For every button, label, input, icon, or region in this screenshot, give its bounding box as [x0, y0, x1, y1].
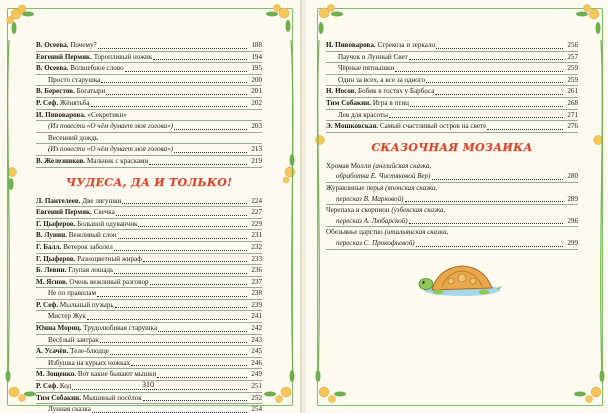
- toc-author: В. Осеева.: [36, 41, 69, 49]
- toc-entry: [326, 205, 578, 227]
- toc-author: И. Пивоварова.: [36, 110, 86, 119]
- toc-entry: [326, 110, 578, 122]
- toc-page-number: 227: [251, 208, 262, 217]
- toc-title: Просто старушка: [48, 75, 101, 84]
- toc-author: Г. Балл.: [36, 242, 62, 251]
- dot-leader: [487, 129, 563, 130]
- toc-note: (итальянская сказка,: [384, 228, 449, 237]
- dot-leader: [110, 354, 247, 355]
- toc-entry: [36, 300, 262, 312]
- toc-title: (Из повести «О чём думает моя голова»): [48, 145, 174, 154]
- toc-title: Теле-блюдце: [70, 347, 109, 356]
- toc-title: Паучок и Лунный Свет: [338, 52, 408, 61]
- dot-leader: [115, 307, 247, 308]
- toc-author: Б. Левин.: [36, 266, 67, 275]
- toc-title: Глупая лошадь: [68, 266, 114, 275]
- toc-title: Большой одуванчик: [77, 219, 138, 228]
- dot-leader: [389, 117, 563, 118]
- toc-page-number: 237: [251, 277, 262, 286]
- toc-page-number: 219: [251, 156, 262, 165]
- toc-author: Евгений Пермяк.: [36, 208, 92, 217]
- toc-title: Мыльный пузырь: [59, 300, 114, 309]
- toc-author: Тим Собакин.: [36, 393, 82, 402]
- dot-leader: [150, 284, 247, 285]
- toc-entry: [36, 196, 262, 208]
- toc-title: Вежливый слон: [68, 231, 117, 240]
- toc-page-number: 246: [251, 358, 262, 367]
- toc-entry: [326, 86, 578, 98]
- toc-entry: [36, 40, 262, 52]
- toc-title: (Из повести «О чём думает моя голова»): [48, 122, 174, 131]
- toc-page-number: 241: [251, 312, 262, 321]
- toc-note: пересказ А. Любарской): [336, 216, 408, 225]
- toc-note: (узбекская сказка,: [391, 206, 446, 215]
- dot-leader: [149, 164, 247, 165]
- toc-page-number: 232: [251, 242, 262, 251]
- dot-leader: [106, 94, 247, 95]
- toc-title: Один за всех, а все за одного: [338, 75, 426, 84]
- toc-page-number: 257: [567, 52, 578, 61]
- toc-entry: [326, 183, 578, 205]
- toc-author: Тим Собакин.: [326, 98, 372, 107]
- toc-entry: [326, 98, 578, 110]
- dot-leader: [435, 94, 563, 95]
- toc-title: Две лягушки: [82, 196, 122, 205]
- dot-leader: [426, 82, 563, 83]
- dot-leader: [118, 238, 247, 239]
- toc-page-number: 252: [251, 393, 262, 402]
- toc-entry: [36, 110, 262, 122]
- toc-page-number: 200: [251, 75, 262, 84]
- toc-title: Мистер Жук: [48, 312, 86, 321]
- toc-title: Вот какие бывают мышки: [77, 370, 157, 379]
- toc-entry: [36, 288, 262, 300]
- toc-page-number: 243: [251, 335, 262, 344]
- toc-page-number: 238: [251, 289, 262, 298]
- toc-page-number: 268: [567, 98, 578, 107]
- toc-page-number: 202: [251, 98, 262, 107]
- toc-author: В. Лунин.: [36, 231, 67, 240]
- toc-entry: [36, 323, 262, 335]
- right-toc: [326, 40, 578, 250]
- toc-title: Стрекоза и зеркало: [377, 41, 436, 49]
- toc-entry: [36, 98, 262, 110]
- dot-leader: [157, 377, 247, 378]
- toc-entry: [36, 242, 262, 254]
- toc-entry: [326, 52, 578, 64]
- turtle-illustration: [418, 250, 504, 300]
- dot-leader: [405, 201, 564, 202]
- toc-author: Н. Носов.: [326, 87, 357, 96]
- dot-leader: [410, 106, 563, 107]
- dot-leader: [174, 152, 247, 153]
- dot-leader: [87, 319, 247, 320]
- toc-entry: [36, 219, 262, 231]
- toc-page-number: 259: [567, 64, 578, 73]
- toc-entry: [326, 227, 578, 249]
- toc-title: Лев для красоты: [338, 110, 388, 119]
- toc-entry: [36, 393, 262, 405]
- toc-page-number: 203: [251, 122, 262, 131]
- dot-leader: [116, 215, 247, 216]
- dot-leader: [143, 261, 247, 262]
- toc-entry: [36, 311, 262, 323]
- toc-page-number: 236: [251, 266, 262, 275]
- toc-page-number: 195: [251, 64, 262, 73]
- dot-leader: [395, 71, 563, 72]
- toc-page-number: 254: [251, 405, 262, 413]
- toc-title: Обезьянье царство: [326, 228, 383, 237]
- toc-author: А. Усачёв.: [36, 347, 69, 356]
- toc-author: И. Пивоварова.: [326, 41, 376, 49]
- toc-author: Э. Мошковская.: [326, 122, 379, 131]
- toc-title: Черепаха и скорпион: [326, 206, 390, 215]
- toc-title: Бобик в гостях у Барбоса: [358, 87, 435, 96]
- dot-leader: [436, 48, 563, 49]
- toc-page-number: 245: [251, 347, 262, 356]
- dot-leader: [138, 226, 247, 227]
- toc-title: Весёлый завтрак: [48, 335, 99, 344]
- dot-leader: [122, 203, 247, 204]
- dot-leader: [416, 246, 563, 247]
- toc-author: М. Зощенко.: [36, 370, 77, 379]
- toc-entry: [36, 144, 262, 156]
- dot-leader: [114, 273, 247, 274]
- toc-title: Очень вежливый разговор: [69, 277, 149, 286]
- toc-entry: [36, 254, 262, 266]
- dot-leader: [409, 223, 563, 224]
- toc-title: Самый счастливый остров на свете: [379, 122, 487, 131]
- toc-entry: [36, 346, 262, 358]
- toc-title: Чёрные пятнышки: [338, 64, 395, 73]
- dot-leader: [101, 82, 247, 83]
- toc-page-number: 280: [567, 172, 578, 181]
- toc-title: «Секретики»: [87, 110, 127, 119]
- toc-note: пересказ В. Марковой): [336, 194, 404, 203]
- toc-entry: [326, 161, 578, 183]
- dot-leader: [125, 71, 247, 72]
- toc-title: Свечка: [93, 208, 115, 217]
- toc-author: В. Железников.: [36, 156, 86, 165]
- toc-entry: [36, 121, 262, 133]
- toc-entry: [36, 358, 262, 370]
- dot-leader: [143, 400, 247, 401]
- toc-title: Трудолюбивая старушка: [83, 324, 158, 333]
- toc-title: Ветерок заболел: [63, 242, 113, 251]
- toc-page-number: 271: [567, 110, 578, 119]
- toc-page-number: 242: [251, 324, 262, 333]
- toc-title: Мышиный посёлок: [82, 393, 142, 402]
- toc-entry: [326, 75, 578, 87]
- toc-title: Разноцветный жираф: [77, 254, 142, 263]
- toc-entry: [36, 207, 262, 219]
- toc-title: Код: [59, 382, 72, 391]
- toc-page-number: 231: [251, 231, 262, 240]
- toc-section-top: [326, 40, 578, 133]
- toc-page-number: 239: [251, 300, 262, 309]
- toc-title: Игра в птиц: [372, 98, 409, 107]
- toc-page-number: 188: [251, 41, 262, 49]
- dot-leader: [100, 342, 247, 343]
- dot-leader: [432, 179, 563, 180]
- toc-title: Избушка на курьих ножках: [48, 358, 131, 367]
- toc-entry: [36, 133, 262, 145]
- dot-leader: [409, 59, 563, 60]
- toc-note: пересказ С. Прокофьевой): [336, 238, 415, 247]
- dot-leader: [174, 129, 247, 130]
- toc-title: Богатыри: [76, 87, 106, 96]
- toc-entry: [36, 156, 262, 168]
- left-page: [0, 0, 302, 413]
- toc-author: Г. Цыферов.: [36, 219, 76, 228]
- right-page: [306, 0, 608, 413]
- toc-page-number: 289: [567, 194, 578, 203]
- toc-page-number: 213: [251, 145, 262, 154]
- section-heading: ЧУДЕСА, ДА И ТОЛЬКО!: [65, 175, 233, 189]
- page-number: 310: [142, 380, 154, 389]
- toc-entry: [36, 75, 262, 87]
- dot-leader: [91, 106, 247, 107]
- dot-leader: [131, 365, 247, 366]
- toc-page-number: 276: [567, 122, 578, 131]
- toc-author: М. Яснов.: [36, 277, 68, 286]
- toc-entry: [36, 230, 262, 242]
- toc-author: Л. Пантелеев.: [36, 196, 81, 205]
- toc-entry: [36, 335, 262, 347]
- toc-author: Г. Цыферов.: [36, 254, 76, 263]
- toc-author: Р. Сеф.: [36, 382, 59, 391]
- toc-entry: [36, 277, 262, 289]
- toc-entry: [326, 121, 578, 133]
- toc-title: Весенний дождь: [48, 133, 99, 142]
- dot-leader: [97, 296, 247, 297]
- toc-author: Юнна Мориц.: [36, 324, 82, 333]
- toc-title: Лунная сказка: [48, 405, 91, 413]
- toc-page-number: 249: [251, 370, 262, 379]
- toc-title: Жёнятьба: [59, 98, 90, 107]
- toc-page-number: 251: [251, 382, 262, 391]
- dot-leader: [158, 331, 247, 332]
- toc-page-number: 194: [251, 52, 262, 61]
- toc-author: В. Берестов.: [36, 87, 75, 96]
- toc-section-top: [36, 40, 262, 168]
- toc-note: (японская сказка,: [385, 183, 438, 192]
- toc-page-number: 261: [567, 87, 578, 96]
- toc-author: Евгений Пермяк.: [36, 52, 92, 61]
- toc-page-number: 256: [567, 41, 578, 49]
- toc-section-bottom: [326, 161, 578, 250]
- dot-leader: [72, 389, 247, 390]
- toc-page-number: 296: [567, 216, 578, 225]
- toc-author: В. Осеева.: [36, 64, 69, 73]
- toc-note: (английская сказка,: [372, 161, 432, 170]
- toc-page-number: 299: [567, 238, 578, 247]
- toc-entry: [36, 86, 262, 98]
- toc-entry: [36, 404, 262, 413]
- toc-page-number: 229: [251, 219, 262, 228]
- toc-author: Р. Сеф.: [36, 98, 59, 107]
- section-heading: СКАЗОЧНАЯ МОЗАИКА: [371, 140, 533, 154]
- toc-title: Хромая Молли: [326, 161, 372, 170]
- toc-entry: [326, 63, 578, 75]
- toc-title: Журавлиные перья: [326, 183, 384, 192]
- dot-leader: [114, 250, 247, 251]
- toc-entry: [36, 265, 262, 277]
- dot-leader: [153, 59, 247, 60]
- toc-author: Р. Сеф.: [36, 300, 59, 309]
- toc-page-number: 259: [567, 75, 578, 84]
- toc-entry: [326, 40, 578, 52]
- toc-page-number: 233: [251, 254, 262, 263]
- left-toc: [36, 40, 262, 413]
- toc-page-number: 201: [251, 87, 262, 96]
- dot-leader: [98, 48, 247, 49]
- toc-title: Почему?: [70, 41, 97, 49]
- toc-note: обработка Е. Чистяковой Вер): [336, 172, 431, 181]
- toc-page-number: 224: [251, 196, 262, 205]
- toc-entry: [36, 63, 262, 75]
- toc-title: Волшебное слово: [70, 64, 124, 73]
- toc-title: Не по правилам: [48, 289, 96, 298]
- toc-title: Мальчик с красками: [86, 156, 149, 165]
- toc-title: Торопливый ножик: [93, 52, 153, 61]
- toc-entry: [36, 52, 262, 64]
